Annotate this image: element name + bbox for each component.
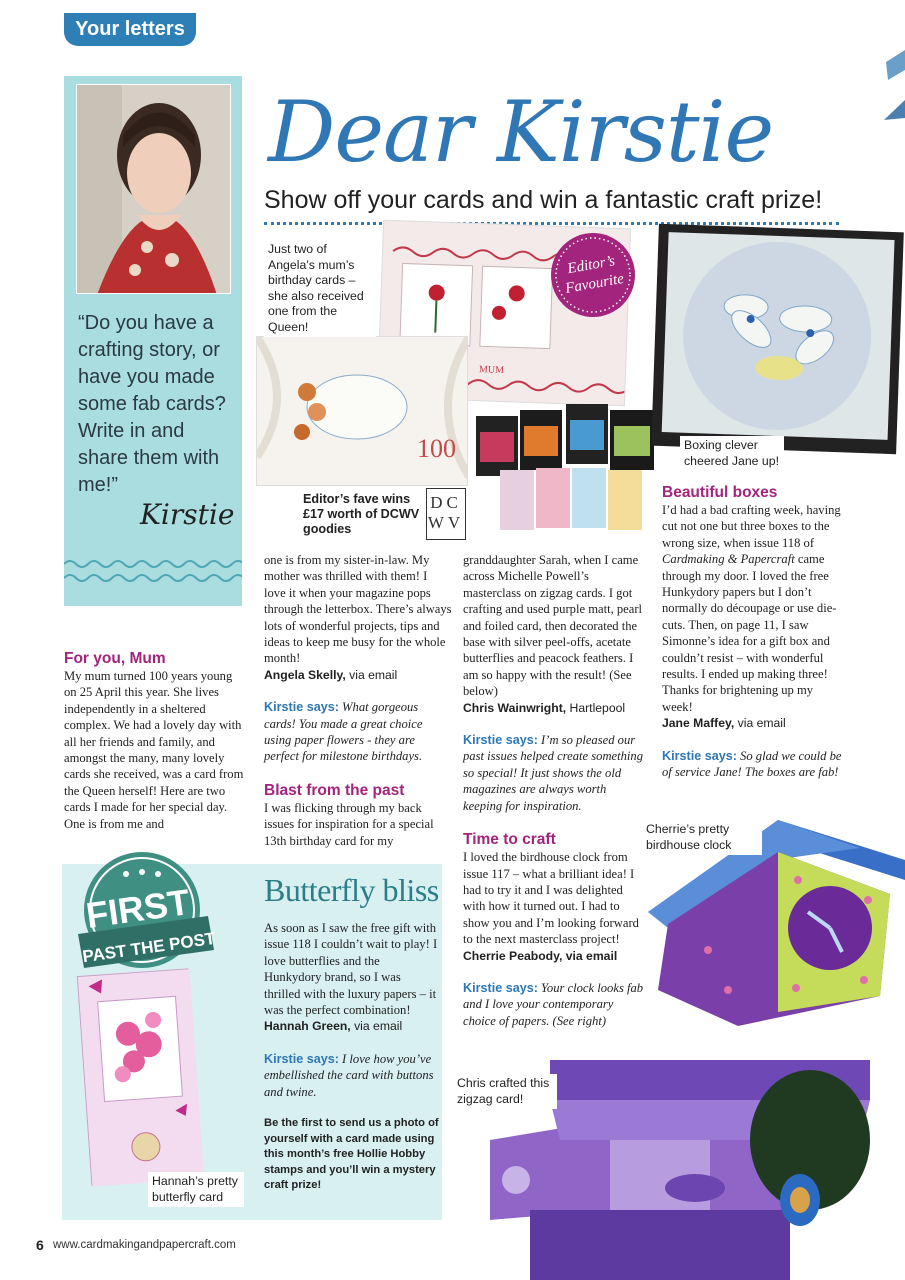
butterfly-bliss-heading: Butterfly bliss: [264, 872, 439, 908]
letter-body: I was flicking through my back issues for inspiration for a special 13th birthday card for my: [264, 800, 434, 848]
letter-body: My mum turned 100 years young on 25 April this year. She lives independently in a sheltered complex. We had a lovely day with all her friends and family, and amongst the many, many lovely cards she received, was a card from the Queen herself! Here are two cards I made for her special day. One is from me and: [64, 669, 244, 831]
editors-favourite-label: Editor’s Favourite: [564, 253, 626, 297]
badge-post-label: PAST THE POST: [81, 928, 217, 967]
wavy-divider: [64, 558, 242, 570]
section-tab: Your letters: [64, 13, 196, 46]
letter-heading: Blast from the past: [264, 781, 405, 799]
signoff-name: Hannah Green,: [264, 1019, 351, 1034]
card-mum-text: MUM: [478, 364, 505, 377]
caption-boxing: Boxing clever cheered Jane up!: [680, 436, 784, 471]
letter-heading: For you, Mum: [64, 650, 166, 667]
title-divider: [264, 222, 839, 225]
signoff-place: via email: [734, 716, 786, 731]
birthday-card-100-photo: [256, 336, 468, 486]
page-number: 6: [36, 1237, 44, 1253]
caption-chris: Chris crafted this zigzag card!: [453, 1074, 557, 1109]
caption-editors-fave-wins: Editor’s fave wins £17 worth of DCWV goodies: [303, 492, 420, 536]
butterfly-card-photo: [77, 968, 203, 1185]
letter-heading: Time to craft: [463, 831, 556, 849]
flower-box-photo: [651, 224, 904, 454]
card-100-text: 100: [417, 434, 456, 463]
caption-angela-cards: Just two of Angela’s mum’s birthday cards – she also received one from the Queen!: [264, 240, 376, 337]
wavy-divider: [64, 572, 242, 584]
kirstie-says-label: Kirstie says:: [662, 748, 737, 763]
letter-butterfly: [264, 920, 440, 1194]
kirstie-signature: Kirstie: [140, 498, 235, 531]
kirstie-reply: So glad we could be of service Jane! The boxes are fab!: [662, 748, 842, 780]
dcwv-logo: DCWV: [426, 488, 466, 540]
kirstie-says-label: Kirstie says:: [264, 1051, 339, 1066]
sidebar-quote: “Do you have a crafting story, or have you made some fab cards? Write in and share them with me!”: [78, 312, 226, 496]
caption-hannah: Hannah’s pretty butterfly card: [148, 1172, 244, 1207]
kirstie-says-label: Kirstie says:: [463, 980, 538, 995]
badge-first-label: FIRST: [83, 880, 193, 937]
signoff-name: Cherrie Peabody, via email: [463, 948, 618, 963]
kirstie-reply: I love how you’ve embellished the card with buttons and twine.: [264, 1051, 434, 1099]
kirstie-reply: Your clock looks fab and I love your contemporary choice of papers. (See right): [463, 980, 644, 1028]
footer-url: www.cardmakingandpapercraft.com: [53, 1239, 236, 1251]
kirstie-reply: What gorgeous cards! You made a great choice using paper flowers - they are perfect for milestone birthdays.: [264, 700, 423, 764]
signoff-name: Jane Maffey,: [662, 716, 735, 731]
page-subtitle: Show off your cards and win a fantastic craft prize!: [264, 186, 823, 214]
letter-column-2: [264, 552, 452, 849]
kirstie-says-label: Kirstie says:: [463, 733, 538, 748]
letter-body: As soon as I saw the free gift with issue 118 I couldn’t wait to play! I love butterflies and the Hunkydory brand, so I was thrilled with the luxury papers – it was the perfect combination!: [264, 921, 438, 1018]
letter-column-4: [662, 483, 844, 781]
letter-body: I’d had a bad crafting week, having cut not one but three boxes to the wrong size, when issue 118 of Cardmaking & Papercraft came through my door. I loved the free Hunkydory papers but I don’t normally do découpage or use die-cuts. Then, on page 11, I saw Simonne’s idea for a gift box and couldn’t resist – with wonderful results. I ended up making three! Thanks for brightening up my week!: [662, 503, 841, 714]
letter-body: granddaughter Sarah, when I came across Michelle Powell’s masterclass on zigzag cards. I got crafting and used purple matt, pearl and foiled card, then decorated the base with silver peel-offs, acetate butterflies and peacock feathers. I am so happy with the result! (See below): [463, 553, 643, 699]
kirstie-reply: I’m so pleased our past issues helped create something so special! It just shows the old magazines are always worth keeping for inspiration.: [463, 733, 644, 813]
letter-heading: Beautiful boxes: [662, 484, 778, 501]
kirstie-says-label: Kirstie says:: [264, 700, 339, 715]
signoff-name: Chris Wainwright,: [463, 700, 567, 715]
signoff-place: Hartlepool: [566, 700, 626, 715]
decorative-paper-cut: [878, 40, 905, 120]
signoff-place: via email: [345, 667, 398, 682]
signoff-place: via email: [350, 1019, 403, 1034]
letter-mum-col1: [64, 649, 244, 832]
letter-body: one is from my sister-in-law. My mother was thrilled with them! I love it when your magazine pops through the letterbox. There’s always lots of wonderful projects, tips and ideas to keep me busy for the whole month!: [264, 553, 452, 666]
letter-body: I loved the birdhouse clock from issue 117 – what a brilliant idea! I had to try it and I was delighted with how it turned out. I had to show you and I’m looking forward to the next masterclass project!: [463, 850, 639, 947]
dcwv-paper-stacks-photo: [470, 404, 660, 534]
signoff-name: Angela Skelly,: [264, 667, 346, 682]
kirstie-portrait-photo: [76, 84, 231, 294]
letter-column-3: [463, 552, 645, 1029]
page-title: Dear Kirstie: [268, 83, 774, 181]
prize-callout: Be the first to send us a photo of yourself with a card made using this month’s free Hollie Hobby stamps and you’ll win a mystery craft prize!: [264, 1117, 439, 1192]
caption-cherrie: Cherrie’s pretty birdhouse clock: [642, 820, 762, 855]
